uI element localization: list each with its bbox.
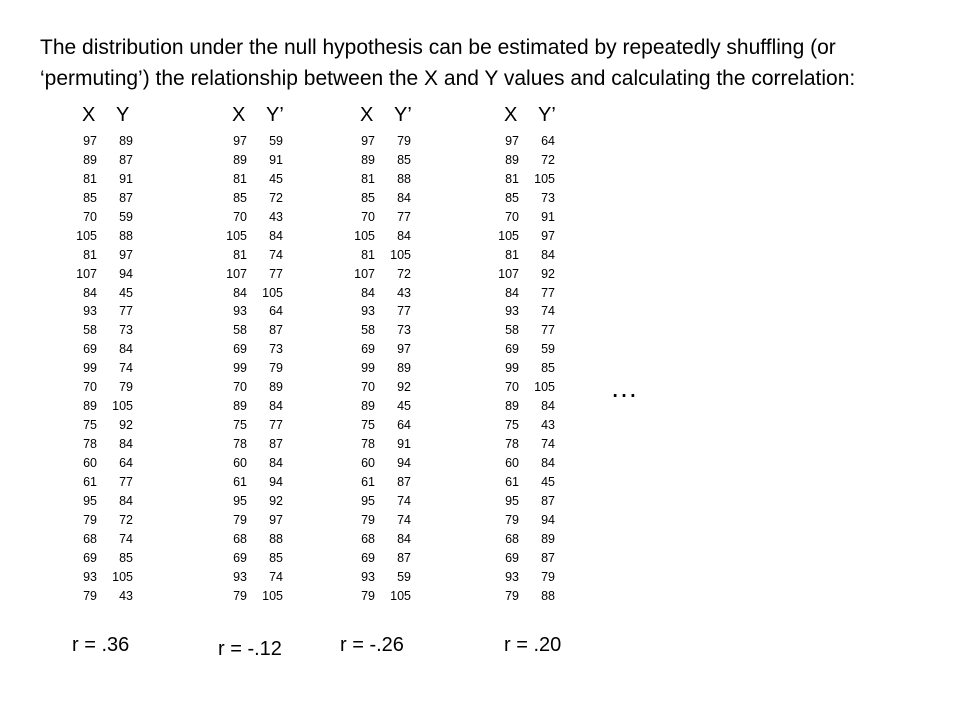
x-value: 95: [233, 493, 247, 508]
x-value: 85: [233, 190, 247, 205]
y-value: 84: [397, 190, 411, 205]
y-value: 77: [119, 304, 133, 319]
x-value: 69: [361, 550, 375, 565]
title-line-2: ‘permuting’) the relationship between the X and Y values and calculating the correlation:: [40, 67, 856, 90]
y-value: 105: [390, 588, 411, 603]
y-value: 105: [112, 399, 133, 414]
y-value: 77: [397, 304, 411, 319]
x-value: 105: [498, 228, 519, 243]
x-value: 58: [233, 323, 247, 338]
y-column-label: Y: [116, 104, 130, 126]
y-value: 91: [541, 209, 555, 224]
x-column-label: X: [232, 104, 246, 126]
y-value: 45: [397, 399, 411, 414]
x-value: 93: [83, 304, 97, 319]
x-value: 97: [83, 134, 97, 148]
x-value: 70: [361, 209, 375, 224]
y-value: 105: [262, 588, 283, 603]
y-value: 84: [397, 228, 411, 243]
y-value: 105: [390, 247, 411, 262]
y-value: 77: [541, 285, 555, 300]
x-value: 93: [233, 304, 247, 319]
y-value: 74: [269, 569, 283, 584]
y-value: 84: [397, 531, 411, 546]
y-column-label: Y’: [394, 104, 412, 126]
y-value: 84: [269, 228, 283, 243]
correlation-value: r = .20: [504, 634, 562, 656]
y-value: 43: [269, 209, 283, 224]
x-value: 79: [505, 512, 519, 527]
y-value: 105: [534, 171, 555, 186]
y-value: 84: [119, 437, 133, 451]
x-value: 95: [83, 493, 97, 508]
y-value: 87: [269, 323, 283, 338]
y-value: 92: [541, 266, 555, 281]
x-value: 81: [83, 171, 97, 186]
y-value: 79: [119, 380, 133, 395]
x-value: 60: [233, 455, 247, 470]
y-value: 94: [119, 266, 133, 281]
x-value: 99: [505, 361, 519, 376]
x-value: 84: [361, 285, 375, 300]
y-value: 79: [541, 569, 555, 584]
x-value: 69: [233, 550, 247, 565]
y-value: 92: [397, 380, 411, 395]
y-value: 92: [269, 493, 283, 508]
y-value: 45: [269, 171, 283, 186]
x-value: 93: [505, 304, 519, 319]
y-value: 97: [397, 342, 411, 357]
y-value: 89: [269, 380, 283, 395]
slide-title: [40, 32, 940, 94]
y-value: 74: [397, 493, 411, 508]
y-value: 84: [541, 455, 555, 470]
x-value: 81: [505, 171, 519, 186]
x-value: 81: [505, 247, 519, 262]
y-value: 84: [541, 247, 555, 262]
y-value: 74: [119, 361, 133, 376]
x-value: 79: [233, 512, 247, 527]
y-column-label: Y’: [538, 104, 556, 126]
x-value: 85: [361, 190, 375, 205]
x-value: 78: [505, 437, 519, 451]
y-value: 73: [397, 323, 411, 338]
y-value: 105: [534, 380, 555, 395]
y-value: 87: [119, 190, 133, 205]
y-column-label: Y’: [266, 104, 284, 126]
continuation-ellipsis: …: [610, 372, 639, 403]
y-value: 87: [397, 550, 411, 565]
x-value: 61: [233, 474, 247, 489]
x-value: 105: [226, 228, 247, 243]
x-value: 81: [83, 247, 97, 262]
y-value: 64: [269, 304, 283, 319]
x-value: 70: [233, 380, 247, 395]
y-value: 88: [541, 588, 555, 603]
x-value: 79: [83, 588, 97, 603]
y-value: 79: [269, 361, 283, 376]
y-value: 87: [119, 152, 133, 167]
x-value: 93: [361, 304, 375, 319]
x-value: 99: [83, 361, 97, 376]
x-value: 89: [233, 399, 247, 414]
x-value: 69: [233, 342, 247, 357]
y-value: 59: [541, 342, 555, 357]
x-value: 93: [505, 569, 519, 584]
x-value: 89: [361, 399, 375, 414]
x-value: 58: [361, 323, 375, 338]
x-value: 75: [505, 418, 519, 433]
x-column-label: X: [504, 104, 518, 126]
y-value: 105: [112, 569, 133, 584]
y-value: 43: [541, 418, 555, 433]
y-value: 89: [397, 361, 411, 376]
x-value: 95: [361, 493, 375, 508]
x-value: 68: [83, 531, 97, 546]
x-column-label: X: [82, 104, 96, 126]
correlation-value: r = -.26: [340, 634, 404, 656]
y-value: 84: [119, 342, 133, 357]
x-value: 70: [361, 380, 375, 395]
x-value: 75: [233, 418, 247, 433]
x-value: 60: [505, 455, 519, 470]
y-value: 85: [397, 152, 411, 167]
y-value: 85: [269, 550, 283, 565]
x-value: 58: [505, 323, 519, 338]
y-value: 79: [397, 134, 411, 148]
x-value: 69: [83, 342, 97, 357]
y-value: 73: [269, 342, 283, 357]
x-value: 81: [361, 247, 375, 262]
y-value: 87: [397, 474, 411, 489]
y-value: 72: [541, 152, 555, 167]
x-value: 69: [505, 550, 519, 565]
y-value: 64: [397, 418, 411, 433]
x-value: 70: [505, 209, 519, 224]
x-value: 95: [505, 493, 519, 508]
x-column-label: X: [360, 104, 374, 126]
x-value: 61: [361, 474, 375, 489]
x-value: 107: [498, 266, 519, 281]
x-value: 79: [505, 588, 519, 603]
y-value: 74: [269, 247, 283, 262]
x-value: 79: [233, 588, 247, 603]
y-value: 89: [541, 531, 555, 546]
x-value: 70: [83, 380, 97, 395]
y-value: 94: [541, 512, 555, 527]
x-value: 79: [361, 588, 375, 603]
y-value: 72: [119, 512, 133, 527]
y-value: 77: [119, 474, 133, 489]
y-value: 91: [119, 171, 133, 186]
x-value: 107: [354, 266, 375, 281]
x-value: 78: [83, 437, 97, 451]
y-value: 73: [541, 190, 555, 205]
x-value: 81: [233, 247, 247, 262]
y-value: 59: [397, 569, 411, 584]
y-value: 77: [541, 323, 555, 338]
x-value: 85: [505, 190, 519, 205]
y-value: 73: [119, 323, 133, 338]
x-value: 107: [226, 266, 247, 281]
y-value: 88: [269, 531, 283, 546]
x-value: 84: [233, 285, 247, 300]
y-value: 43: [119, 588, 133, 603]
y-value: 72: [269, 190, 283, 205]
x-value: 89: [505, 399, 519, 414]
x-value: 69: [505, 342, 519, 357]
x-value: 61: [83, 474, 97, 489]
y-value: 94: [397, 455, 411, 470]
x-value: 81: [361, 171, 375, 186]
y-value: 74: [397, 512, 411, 527]
x-value: 89: [233, 152, 247, 167]
y-value: 77: [269, 266, 283, 281]
y-value: 94: [269, 474, 283, 489]
x-value: 70: [233, 209, 247, 224]
y-value: 91: [269, 152, 283, 167]
x-value: 85: [83, 190, 97, 205]
x-value: 75: [361, 418, 375, 433]
x-value: 93: [233, 569, 247, 584]
y-value: 84: [269, 455, 283, 470]
title-line-1: The distribution under the null hypothesis can be estimated by repeatedly shuffling (or: [40, 36, 836, 59]
y-value: 45: [541, 474, 555, 489]
x-value: 89: [505, 152, 519, 167]
x-value: 78: [233, 437, 247, 451]
x-value: 97: [361, 134, 375, 148]
y-value: 72: [397, 266, 411, 281]
x-value: 89: [361, 152, 375, 167]
y-value: 45: [119, 285, 133, 300]
y-value: 97: [119, 247, 133, 262]
x-value: 84: [83, 285, 97, 300]
y-value: 87: [541, 550, 555, 565]
y-value: 97: [541, 228, 555, 243]
x-value: 99: [233, 361, 247, 376]
correlation-value: r = -.12: [218, 638, 282, 660]
x-value: 61: [505, 474, 519, 489]
y-value: 84: [269, 399, 283, 414]
x-value: 105: [354, 228, 375, 243]
x-value: 89: [83, 399, 97, 414]
y-value: 87: [269, 437, 283, 451]
x-value: 69: [83, 550, 97, 565]
y-value: 88: [397, 171, 411, 186]
x-value: 68: [233, 531, 247, 546]
x-value: 84: [505, 285, 519, 300]
y-value: 92: [119, 418, 133, 433]
x-value: 79: [83, 512, 97, 527]
x-value: 68: [505, 531, 519, 546]
y-value: 84: [119, 493, 133, 508]
y-value: 43: [397, 285, 411, 300]
x-value: 93: [361, 569, 375, 584]
x-value: 97: [505, 134, 519, 148]
x-value: 58: [83, 323, 97, 338]
x-value: 70: [505, 380, 519, 395]
x-value: 75: [83, 418, 97, 433]
y-value: 64: [541, 134, 555, 148]
x-value: 60: [361, 455, 375, 470]
y-value: 64: [119, 455, 133, 470]
x-value: 60: [83, 455, 97, 470]
y-value: 105: [262, 285, 283, 300]
x-value: 99: [361, 361, 375, 376]
x-value: 68: [361, 531, 375, 546]
x-value: 89: [83, 152, 97, 167]
x-value: 70: [83, 209, 97, 224]
y-value: 91: [397, 437, 411, 451]
x-value: 97: [233, 134, 247, 148]
x-value: 79: [361, 512, 375, 527]
x-value: 78: [361, 437, 375, 451]
y-value: 97: [269, 512, 283, 527]
correlation-value: r = .36: [72, 634, 130, 656]
y-value: 59: [119, 209, 133, 224]
x-value: 105: [76, 228, 97, 243]
x-value: 107: [76, 266, 97, 281]
y-value: 77: [269, 418, 283, 433]
y-value: 84: [541, 399, 555, 414]
y-value: 88: [119, 228, 133, 243]
y-value: 59: [269, 134, 283, 148]
y-value: 85: [119, 550, 133, 565]
y-value: 74: [541, 304, 555, 319]
y-value: 74: [541, 437, 555, 451]
y-value: 74: [119, 531, 133, 546]
x-value: 93: [83, 569, 97, 584]
x-value: 81: [233, 171, 247, 186]
y-value: 77: [397, 209, 411, 224]
x-value: 69: [361, 342, 375, 357]
y-value: 87: [541, 493, 555, 508]
y-value: 89: [119, 134, 133, 148]
y-value: 85: [541, 361, 555, 376]
